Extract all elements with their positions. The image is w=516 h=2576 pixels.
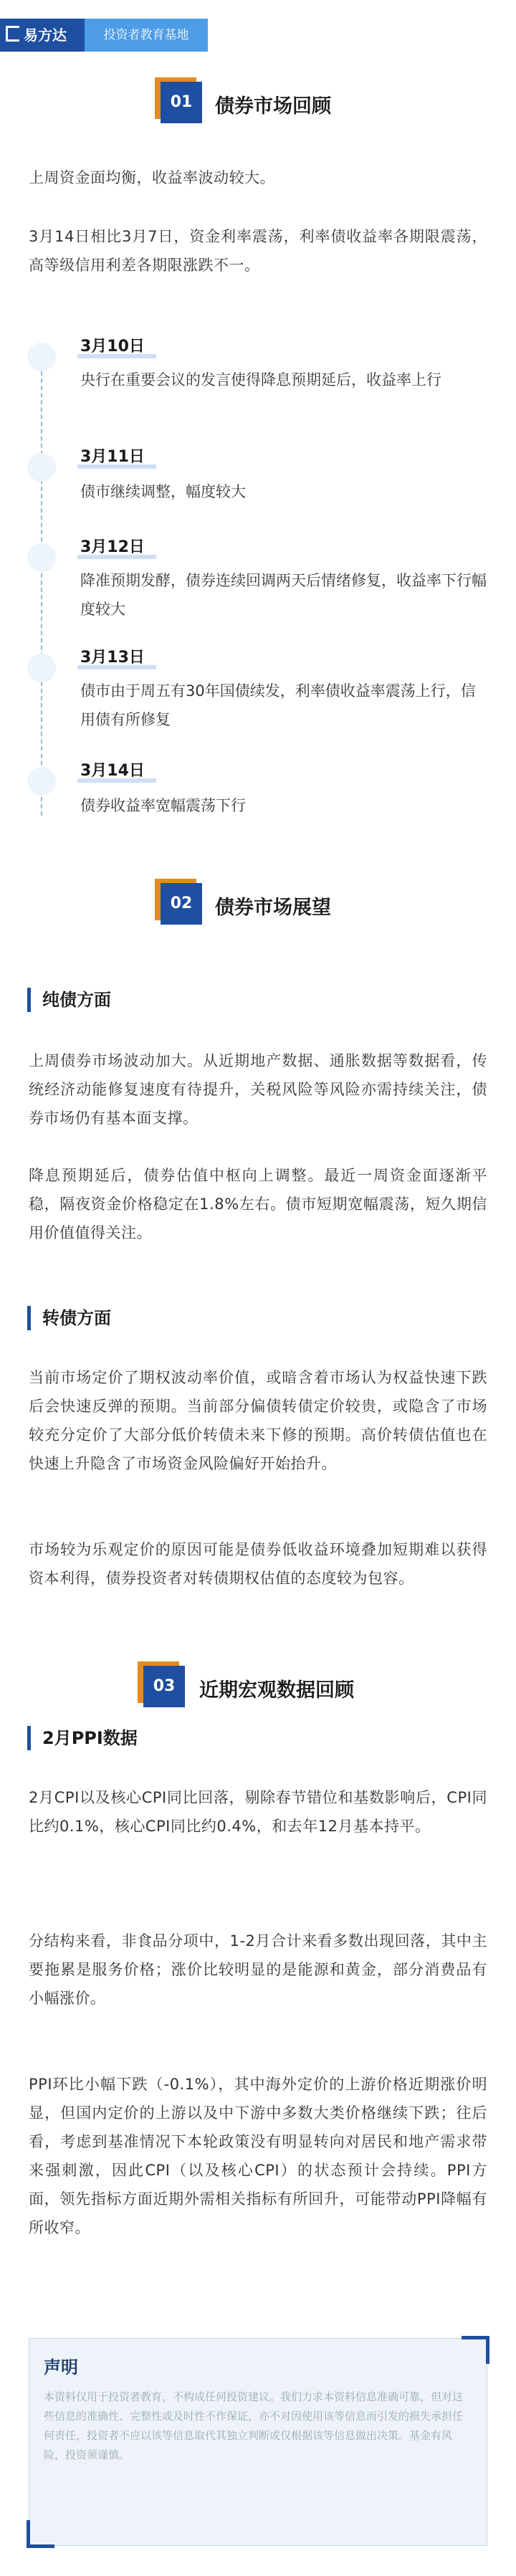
brand-banner xyxy=(0,19,208,52)
timeline-avatar-icon xyxy=(27,343,56,371)
subheading-ppi: 2月PPI数据 xyxy=(27,1726,138,1750)
section-header-review xyxy=(0,77,516,128)
timeline-date: 3月12日 xyxy=(80,538,145,556)
review-intro: 上周资金面均衡，收益率波动较大。 xyxy=(29,169,275,186)
timeline-avatar-icon xyxy=(27,654,56,682)
timeline-text: 债券收益率宽幅震荡下行 xyxy=(80,797,246,814)
timeline-text: 央行在重要会议的发言使得降息预期延后，收益率上行 xyxy=(80,371,441,388)
logo-mark-icon xyxy=(6,26,19,42)
disclaimer-box xyxy=(29,2338,487,2546)
section-title: 债券市场展望 xyxy=(215,897,331,919)
macro-paragraph: 2月CPI以及核心CPI同比回落，剔除春节错位和基数影响后，CPI同比约0.1%，核心CPI同比约0.4%，和去年12月基本持平。 xyxy=(29,1789,487,1835)
timeline-avatar-icon xyxy=(27,453,56,482)
macro-paragraph: 分结构来看，非食品分项中，1-2月合计来看多数出现回落，其中主要拖累是服务价格；涨价比较明显的是能源和黄金，部分消费品有小幅涨价。 xyxy=(29,1932,487,2007)
timeline-date: 3月13日 xyxy=(80,649,145,667)
convertible-paragraph: 当前市场定价了期权波动率价值，或暗含着市场认为权益快速下跌后会快速反弹的预期。当前部分偏债转债定价较贵，或隐含了市场较充分定价了大部分低价转债未来下修的预期。高价转债估值也在快速上升隐含了市场资金风险偏好开始抬升。 xyxy=(29,1369,487,1472)
section-number-badge: 03 xyxy=(143,1666,185,1707)
pure-bond-paragraph: 降息预期延后，债券估值中枢向上调整。最近一周资金面逐渐平稳，隔夜资金价格稳定在1.8%左右。债市短期宽幅震荡，短久期信用价值值得关注。 xyxy=(29,1167,487,1241)
section-title: 债券市场回顾 xyxy=(215,95,331,118)
timeline-date: 3月14日 xyxy=(80,762,145,780)
subheading-convertible: 转债方面 xyxy=(27,1306,111,1330)
convertible-paragraph: 市场较为乐观定价的原因可能是债券低收益环境叠加短期难以获得资本利得，债券投资者对转债期权估值的态度较为包容。 xyxy=(29,1541,487,1587)
brand-logo xyxy=(0,19,85,52)
timeline-avatar-icon xyxy=(27,767,56,796)
section-title: 近期宏观数据回顾 xyxy=(199,1679,354,1702)
timeline-avatar-icon xyxy=(27,543,56,572)
disclaimer-text: 本资料仅用于投资者教育，不构成任何投资建议。我们力求本资料信息准确可靠，但对这些信息的准确性、完整性或及时性不作保证，亦不对因使用该等信息而引发的损失承担任何责任，投资者不应以该等信息取代其独立判断或仅根据该等信息做出决策。基金有风险，投资须谨慎。 xyxy=(44,2390,464,2461)
macro-paragraph: PPI环比小幅下跌（-0.1%），其中海外定价的上游价格近期涨价明显，但国内定价的上游以及中下游中多数大类价格继续下跌；往后看，考虑到基准情况下本轮政策没有明显转向对居民和地产需求带来强刺激，因此CPI（以及核心CPI）的状态预计会持续。PPI方面，领先指标方面近期外需相关指标有所回升，可能带动PPI降幅有所收窄。 xyxy=(29,2076,487,2236)
pure-bond-paragraph: 上周债券市场波动加大。从近期地产数据、通胀数据等数据看，传统经济动能修复速度有待提升，关税风险等风险亦需持续关注，债券市场仍有基本面支撑。 xyxy=(29,1052,487,1127)
top-bar xyxy=(0,0,516,52)
subheading-pure-bond: 纯债方面 xyxy=(27,988,111,1012)
section-header-macro xyxy=(0,1661,516,1712)
timeline-text: 债市继续调整，幅度较大 xyxy=(80,483,246,500)
timeline-text: 降准预期发酵，债券连续回调两天后情绪修复，收益率下行幅度较大 xyxy=(80,572,487,618)
section-number-badge: 01 xyxy=(161,82,202,123)
corner-decoration xyxy=(27,2520,54,2548)
review-summary: 3月14日相比3月7日，资金利率震荡，利率债收益率各期限震荡，高等级信用利差各期限涨跌不一。 xyxy=(29,228,487,274)
brand-tag: 投资者教育基地 xyxy=(85,19,208,52)
section-header-outlook xyxy=(0,879,516,929)
timeline-date: 3月10日 xyxy=(80,338,145,356)
corner-decoration xyxy=(462,2336,489,2364)
disclaimer-title: 声明 xyxy=(44,2357,78,2377)
brand-name: 易方达 xyxy=(24,27,67,44)
timeline-text: 债市由于周五有30年国债续发，利率债收益率震荡上行，信用债有所修复 xyxy=(80,682,476,728)
section-number-badge: 02 xyxy=(161,883,202,925)
timeline-line xyxy=(41,357,42,816)
timeline-date: 3月11日 xyxy=(80,448,145,466)
